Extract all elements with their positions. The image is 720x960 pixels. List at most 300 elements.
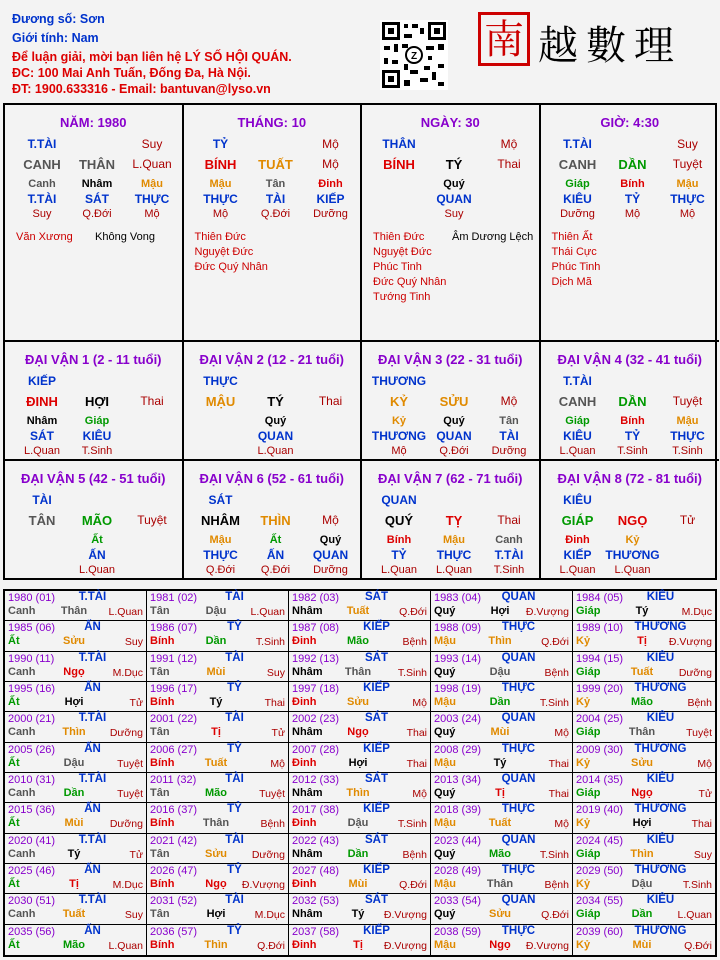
year-stage: Q.Đới: [399, 879, 427, 891]
year-stage: T.Sinh: [255, 636, 285, 649]
year-cell: [147, 864, 289, 894]
luck-stem: NHÂM: [201, 513, 240, 528]
earthly-branch: TÝ: [445, 157, 463, 172]
year-ten-god: T.TÀI: [78, 833, 107, 846]
luck-branch: SỬU: [439, 394, 469, 409]
year-branch: Tuất: [346, 605, 370, 617]
luck-hidden-stage: L.Quan: [257, 445, 294, 457]
year-label: 1989 (10): [576, 622, 624, 635]
year-stem: Ất: [8, 878, 20, 890]
year-branch: Tị: [353, 938, 363, 951]
year-cell: [5, 864, 147, 894]
year-ten-god: T.TÀI: [78, 591, 107, 603]
branch-stage: Thai: [497, 157, 521, 171]
year-branch: Hợi: [490, 605, 510, 617]
luck-hidden-god: TÀI: [499, 429, 519, 443]
year-stage: T.Sinh: [682, 879, 712, 891]
luck-title: ĐẠI VẬN 1 (2 - 11 tuổi): [24, 352, 162, 367]
year-ten-god: KIÊU: [646, 833, 675, 846]
year-stage: Đ.Vượng: [241, 879, 285, 891]
year-stem: Canh: [8, 847, 36, 860]
year-stage: Thai: [406, 727, 427, 740]
year-stem: Đinh: [292, 938, 317, 951]
year-cell: [5, 682, 147, 712]
year-stem: Bính: [150, 696, 175, 708]
year-branch: Ngọ: [347, 726, 369, 739]
luck-hidden-stage: L.Quan: [78, 564, 116, 576]
hidden-stage: Mộ: [624, 208, 641, 220]
luck-hidden-stem: Nhâm: [26, 415, 58, 427]
luck-hidden-god: SÁT: [30, 429, 54, 443]
luck-hidden-stem: Tân: [499, 415, 519, 427]
luck-stage: Thai: [140, 394, 164, 408]
year-branch: Tị: [637, 635, 647, 648]
year-branch: Mão: [347, 635, 369, 648]
star: Thiên Ất: [551, 231, 593, 243]
luck-branch: THÌN: [260, 513, 291, 528]
star: Tướng Tinh: [373, 291, 431, 303]
year-label: 2038 (59): [434, 925, 482, 938]
year-stem: Nhâm: [292, 665, 323, 678]
luck-hidden-stem: Đinh: [565, 534, 590, 546]
year-label: 2000 (21): [8, 713, 56, 726]
luck-hidden-stem: Mậu: [443, 534, 465, 546]
year-stem: Bính: [150, 938, 175, 951]
hidden-ten-god: TÀI: [265, 192, 286, 206]
year-stage: Đ.Vượng: [525, 939, 569, 952]
year-ten-god: T.TÀI: [78, 773, 107, 785]
luck-stem: KỶ: [389, 394, 409, 409]
year-label: 2025 (46): [8, 865, 56, 877]
year-branch: Tý: [209, 696, 223, 708]
year-cell: [431, 864, 573, 894]
year-ten-god: QUAN: [501, 894, 536, 907]
star: Thiên Đức: [373, 231, 425, 243]
year-label: 1992 (13): [292, 652, 340, 665]
year-branch: Thìn: [346, 787, 370, 799]
year-cell: [289, 712, 431, 742]
year-ten-god: KIẾP: [363, 621, 390, 634]
year-ten-god: KIÊU: [646, 591, 675, 603]
stage-can: Mộ: [500, 137, 518, 151]
year-branch: Dần: [631, 908, 653, 921]
year-ten-god: QUAN: [501, 712, 536, 725]
year-stage: Dưỡng: [678, 666, 712, 679]
year-ten-god: KIẾP: [363, 803, 390, 816]
star: Nguyệt Đức: [373, 246, 432, 258]
year-ten-god: QUAN: [501, 591, 536, 603]
luck-hidden-stem: Mậu: [209, 534, 232, 546]
year-stem: Bính: [150, 817, 175, 830]
luck-ten-god: SÁT: [208, 493, 233, 507]
year-label: 2013 (34): [434, 774, 482, 786]
hidden-stem: Tân: [265, 178, 286, 190]
year-label: 1998 (19): [434, 683, 482, 695]
year-stem: Nhâm: [292, 787, 323, 799]
year-branch: Thân: [60, 605, 88, 617]
pillar-cell: [5, 105, 184, 342]
pillar-title: NGÀY: 30: [420, 115, 480, 130]
earthly-branch: DẦN: [618, 157, 647, 172]
year-ten-god: KIẾP: [363, 924, 390, 937]
year-cell: [573, 773, 715, 803]
year-cell: [147, 712, 289, 742]
luck-branch: HỢI: [84, 394, 110, 409]
year-branch: Ngọ: [63, 665, 85, 678]
luck-hidden-stage: T.Sinh: [493, 564, 525, 576]
year-branch: Dần: [489, 696, 511, 708]
year-stage: L.Quan: [250, 606, 285, 618]
year-label: 2014 (35): [576, 774, 624, 786]
luck-title: ĐẠI VẬN 2 (12 - 21 tuổi): [199, 352, 344, 367]
year-branch: Dần: [205, 635, 227, 648]
luck-ten-god: TÀI: [32, 493, 52, 507]
year-stage: Tử: [271, 727, 285, 740]
luck-hidden-stage: Q.Đới: [260, 564, 291, 576]
year-stage: Dưỡng: [251, 848, 285, 861]
year-label: 1995 (16): [8, 683, 56, 695]
year-stage: Bệnh: [402, 848, 427, 861]
year-label: 1984 (05): [576, 592, 624, 604]
year-stage: Q.Đới: [541, 636, 569, 649]
ten-god-can: TỶ: [212, 137, 229, 151]
year-stage: Q.Đới: [541, 909, 569, 922]
year-stem: Ất: [8, 756, 20, 769]
year-label: 2020 (41): [8, 834, 56, 847]
year-stem: Đinh: [292, 635, 317, 648]
year-ten-god: KIÊU: [646, 651, 675, 664]
year-ten-god: TỶ: [227, 803, 242, 816]
year-stem: Giáp: [576, 605, 601, 617]
year-ten-god: THƯƠNG: [634, 621, 687, 634]
hidden-ten-god: THỰC: [670, 192, 705, 206]
star: Đức Quý Nhân: [373, 276, 447, 288]
earthly-branch: THÂN: [78, 157, 116, 172]
luck-hidden-stage: Q.Đới: [205, 564, 236, 576]
earthly-branch: TUẤT: [258, 157, 293, 172]
seal-stamp: 南: [478, 12, 530, 66]
year-cell: [431, 712, 573, 742]
year-cell: [147, 803, 289, 833]
hidden-stage: Q.Đới: [82, 208, 112, 220]
luck-pillar-cell: [5, 342, 184, 461]
luck-branch: NGỌ: [617, 513, 648, 528]
year-ten-god: THỰC: [501, 864, 536, 876]
year-branch: Thân: [628, 726, 656, 739]
year-branch: Mão: [489, 847, 511, 860]
phone-email[interactable]: ĐT: 1900.633316 - Email: bantuvan@lyso.vn: [12, 82, 271, 96]
luck-hidden-god: THỰC: [203, 548, 238, 562]
year-branch: Thân: [344, 665, 372, 678]
luck-hidden-stem: Ất: [269, 534, 282, 546]
year-label: 2011 (32): [150, 774, 197, 786]
year-stem: Tân: [150, 908, 170, 921]
year-stem: Canh: [8, 908, 36, 921]
year-stem: Quý: [434, 665, 456, 678]
year-label: 2026 (47): [150, 865, 198, 877]
year-branch: Thìn: [204, 938, 228, 951]
year-stem: Canh: [8, 605, 36, 617]
year-label: 1988 (09): [434, 622, 482, 635]
year-ten-god: KIÊU: [646, 894, 675, 907]
year-ten-god: SÁT: [365, 651, 388, 664]
luck-title: ĐẠI VẬN 6 (52 - 61 tuổi): [199, 471, 344, 486]
year-branch: Ngọ: [489, 938, 511, 951]
luck-hidden-stage: T.Sinh: [617, 445, 648, 457]
year-label: 1980 (01): [8, 592, 56, 604]
year-cell: [573, 621, 715, 651]
year-stem: Tân: [150, 605, 170, 617]
luck-pillar-cell: [184, 342, 363, 461]
year-branch: Mão: [631, 696, 653, 708]
year-ten-god: T.TÀI: [78, 894, 107, 907]
year-ten-god: TỶ: [227, 924, 242, 937]
gender: Giới tính: Nam: [12, 31, 99, 45]
pillar-cell: [362, 105, 541, 342]
year-stem: Ất: [8, 696, 20, 708]
luck-hidden-god: T.TÀI: [494, 548, 524, 562]
year-label: 1991 (12): [150, 652, 198, 665]
luck-hidden-stage: Dưỡng: [313, 564, 348, 576]
pillar-title: THÁNG: 10: [237, 115, 307, 130]
year-stage: T.Sinh: [397, 818, 427, 831]
year-ten-god: THƯƠNG: [634, 864, 687, 876]
hidden-stage: Suy: [32, 208, 52, 220]
year-stem: Nhâm: [292, 908, 323, 921]
year-ten-god: TÀI: [225, 894, 244, 907]
year-ten-god: THỰC: [501, 742, 536, 755]
branch-stage: Tuyệt: [672, 157, 703, 171]
year-ten-god: T.TÀI: [78, 712, 107, 725]
heavenly-stem: BÍNH: [383, 157, 415, 172]
luck-title: ĐẠI VẬN 7 (62 - 71 tuổi): [378, 471, 523, 486]
year-ten-god: TÀI: [225, 773, 244, 785]
year-stage: Dưỡng: [109, 818, 143, 831]
year-ten-god: T.TÀI: [78, 651, 107, 664]
year-stage: T.Sinh: [397, 666, 427, 679]
year-cell: [5, 803, 147, 833]
year-ten-god: SÁT: [365, 773, 388, 785]
luck-hidden-god: THƯƠNG: [605, 548, 660, 562]
year-ten-god: TÀI: [225, 651, 244, 664]
hidden-ten-god: KIÊU: [563, 192, 592, 206]
hidden-stem: Canh: [28, 178, 56, 190]
year-stem: Ất: [8, 635, 20, 648]
year-label: 1994 (15): [576, 652, 624, 665]
year-stem: Tân: [150, 665, 170, 678]
luck-pillar-cell: [5, 461, 184, 579]
year-cell: [147, 652, 289, 682]
year-stem: Tân: [150, 787, 170, 799]
ten-god-can: T.TÀI: [563, 137, 592, 151]
year-cell: [5, 894, 147, 924]
luck-hidden-stage: L.Quan: [559, 564, 596, 576]
luck-hidden-god: QUAN: [257, 429, 294, 443]
year-stem: Kỷ: [576, 817, 591, 830]
year-cell: [431, 652, 573, 682]
year-cell: [573, 712, 715, 742]
year-branch: Tị: [211, 726, 221, 739]
year-label: 2009 (30): [576, 743, 624, 756]
year-label: 2016 (37): [150, 804, 198, 817]
year-label: 1997 (18): [292, 683, 340, 695]
year-stem: Quý: [434, 726, 456, 739]
year-label: 2015 (36): [8, 804, 56, 817]
year-branch: Dần: [63, 787, 85, 799]
hidden-stem: Nhâm: [81, 178, 113, 190]
hidden-stage: Mộ: [144, 208, 160, 220]
luck-hidden-god: KIÊU: [563, 429, 592, 443]
year-branch: Mão: [205, 787, 227, 799]
year-branch: Hợi: [348, 756, 368, 769]
hidden-stage: Suy: [444, 208, 464, 220]
year-label: 2003 (24): [434, 713, 482, 726]
year-cell: [5, 621, 147, 651]
year-stem: Canh: [8, 787, 36, 799]
luck-hidden-stem: Giáp: [565, 415, 590, 427]
year-label: 2005 (26): [8, 743, 56, 756]
luck-hidden-stem: Ất: [91, 534, 103, 546]
luck-stage: Tuyệt: [137, 513, 167, 527]
luck-hidden-god: THỰC: [670, 429, 705, 443]
luck-hidden-stage: Q.Đới: [439, 445, 469, 457]
year-label: 1985 (06): [8, 622, 56, 635]
year-stage: Q.Đới: [257, 939, 285, 952]
pillar-title: GIỜ: 4:30: [600, 115, 660, 130]
year-cell: [289, 591, 431, 621]
year-cell: [5, 743, 147, 773]
luck-hidden-stage: Mộ: [391, 445, 407, 457]
year-ten-god: THỰC: [501, 621, 536, 634]
year-stem: Nhâm: [292, 847, 323, 860]
year-label: 1986 (07): [150, 622, 198, 635]
hidden-stage: Mộ: [212, 208, 229, 220]
year-cell: [573, 834, 715, 864]
year-stem: Kỷ: [576, 696, 591, 708]
hidden-ten-god: THỰC: [203, 192, 238, 206]
ten-god-can: THÂN: [382, 137, 416, 151]
hidden-ten-god: SÁT: [85, 192, 109, 206]
year-stem: Quý: [434, 908, 456, 921]
luck-title: ĐẠI VẬN 4 (32 - 41 tuổi): [557, 352, 702, 367]
year-branch: Ngọ: [205, 878, 227, 890]
star: Dịch Mã: [551, 276, 592, 288]
luck-branch: TÝ: [267, 394, 284, 409]
year-branch: Sửu: [204, 847, 228, 860]
year-stage: Đ.Vượng: [525, 606, 569, 618]
luck-hidden-god: ẤN: [88, 548, 106, 562]
year-stage: Thai: [548, 757, 569, 770]
year-stem: Giáp: [576, 787, 601, 799]
luck-hidden-god: TỶ: [391, 548, 407, 562]
year-ten-god: TỶ: [227, 682, 242, 694]
year-cell: [5, 773, 147, 803]
year-stage: L.Quan: [108, 606, 143, 618]
hidden-ten-god: THỰC: [134, 192, 170, 206]
year-cell: [573, 803, 715, 833]
year-stem: Quý: [434, 605, 456, 617]
year-cell: [147, 925, 289, 955]
year-branch: Tuất: [204, 756, 228, 769]
year-stage: Tuyệt: [117, 788, 143, 800]
year-cell: [573, 652, 715, 682]
year-stage: L.Quan: [108, 939, 143, 952]
year-label: 2018 (39): [434, 804, 482, 817]
year-cell: [147, 591, 289, 621]
year-stage: Đ.Vượng: [383, 939, 427, 952]
contact-line: Để luận giải, mời bạn liên hệ LÝ SỐ HỘI QUÁN.: [12, 50, 292, 64]
year-branch: Dậu: [631, 878, 653, 890]
year-label: 2031 (52): [150, 895, 198, 908]
year-cell: [147, 682, 289, 712]
year-stem: Canh: [8, 726, 36, 739]
luck-title: ĐẠI VẬN 5 (42 - 51 tuổi): [21, 471, 166, 486]
year-stage: Suy: [124, 909, 143, 922]
year-cell: [431, 773, 573, 803]
luck-hidden-stage: L.Quan: [614, 564, 651, 576]
year-branch: Sửu: [488, 908, 512, 921]
luck-hidden-stem: Mậu: [676, 415, 699, 427]
year-stage: Tuyệt: [117, 757, 143, 770]
year-stage: Q.Đới: [684, 939, 712, 952]
year-branch: Dậu: [205, 605, 227, 617]
star: Âm Dương Lệch: [452, 231, 534, 243]
year-label: 2036 (57): [150, 925, 198, 938]
luck-hidden-stage: L.Quan: [380, 564, 418, 576]
luck-hidden-stage: Dưỡng: [491, 445, 527, 457]
year-branch: Hợi: [64, 696, 84, 708]
hidden-ten-god: T.TÀI: [27, 192, 57, 206]
year-ten-god: ẤN: [84, 682, 101, 694]
luck-hidden-god: QUAN: [436, 429, 472, 443]
year-label: 2012 (33): [292, 774, 340, 786]
year-stem: Kỷ: [576, 756, 591, 769]
luck-pillar-cell: [362, 342, 541, 461]
year-ten-god: SÁT: [365, 833, 388, 846]
year-branch: Tý: [351, 908, 365, 921]
year-stage: Mộ: [554, 818, 569, 831]
annual-luck-table: [3, 589, 717, 957]
heavenly-stem: BÍNH: [204, 157, 237, 172]
year-cell: [289, 864, 431, 894]
year-branch: Mùi: [632, 938, 652, 951]
luck-stem: MẬU: [205, 394, 236, 409]
svg-text:Z: Z: [410, 51, 418, 62]
year-stem: Giáp: [576, 726, 601, 739]
year-ten-god: THƯƠNG: [634, 924, 687, 937]
stage-can: Suy: [141, 137, 163, 151]
header: [0, 0, 720, 102]
year-cell: [431, 682, 573, 712]
luck-ten-god: KIÊU: [563, 493, 592, 507]
heavenly-stem: CANH: [558, 157, 597, 172]
year-cell: [289, 682, 431, 712]
year-branch: Sửu: [62, 635, 86, 648]
year-label: 1981 (02): [150, 592, 198, 604]
star: Thái Cực: [551, 246, 597, 258]
luck-hidden-stem: Kỷ: [391, 415, 407, 427]
year-ten-god: TÀI: [225, 833, 244, 846]
year-cell: [573, 894, 715, 924]
year-label: 1993 (14): [434, 652, 482, 665]
luck-stage: Tuyệt: [672, 394, 703, 408]
year-stage: Bệnh: [544, 666, 569, 679]
year-stem: Tân: [150, 726, 170, 739]
year-stem: Mậu: [434, 696, 456, 708]
luck-hidden-stem: Giáp: [84, 415, 110, 427]
luck-hidden-stem: Bính: [620, 415, 645, 427]
branch-stage: Mộ: [322, 157, 339, 171]
